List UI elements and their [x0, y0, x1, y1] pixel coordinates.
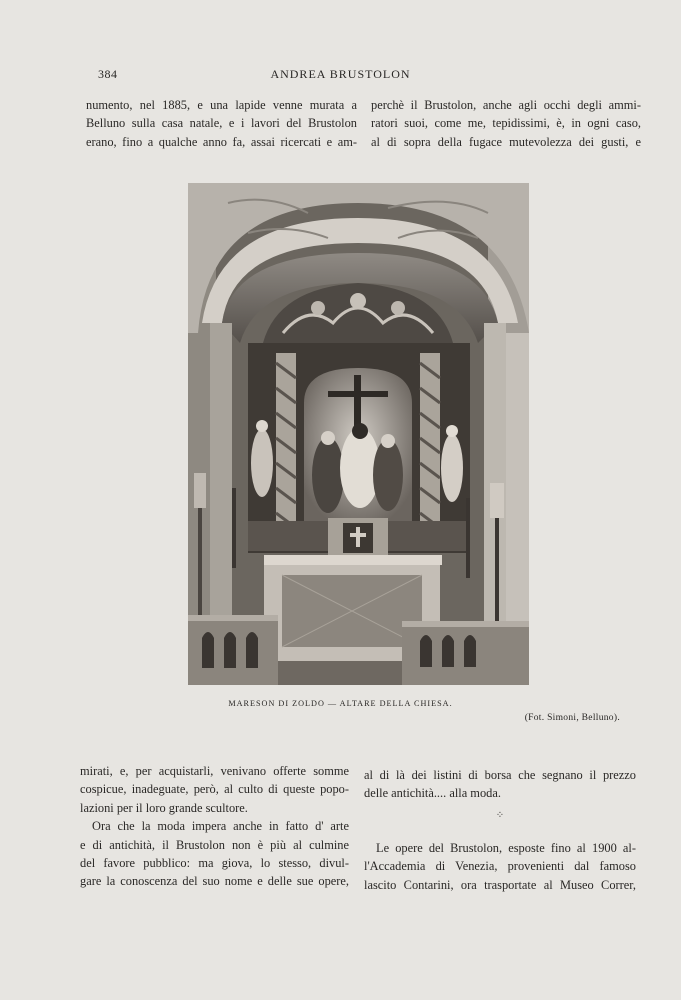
text-line: Le opere del Brustolon, esposte fino al 1900 al-	[376, 840, 636, 855]
running-title: ANDREA BRUSTOLON	[270, 67, 411, 81]
bottom-left-column	[80, 762, 349, 891]
text-line: l'Accademia di Venezia, provenienti dal famoso	[364, 859, 636, 874]
text-line: gare la conoscenza del suo nome e delle sue opere,	[80, 874, 349, 889]
text-line: numento, nel 1885, e una lapide venne murata a	[86, 98, 357, 112]
top-right-column	[371, 96, 641, 151]
text-line: ratori suoi, come me, tepidissimi, è, in ogni caso,	[371, 116, 641, 131]
text-line: e di antichità, il Brustolon non è più al culmine	[80, 837, 349, 852]
altar-photograph	[188, 183, 529, 685]
text-line: al di sopra della fugace mutevolezza dei gusti, e	[371, 134, 641, 149]
text-line: cospicue, inadeguate, però, al culto di queste popo-	[80, 782, 349, 797]
text-line: perchè il Brustolon, anche agli occhi degli ammi-	[371, 98, 641, 112]
text-line: erano, fino a qualche anno fa, assai ricercati e am-	[86, 134, 357, 149]
text-line: lascito Contarini, ora trasportate al Museo Correr,	[364, 877, 636, 892]
text-line: del favore pubblico: ma giova, lo stesso, divul-	[80, 856, 349, 871]
text-line: Belluno sulla casa natale, e i lavori del Brustolon	[86, 116, 357, 131]
text-line: mirati, e, per acquistarli, venivano offerte somme	[80, 764, 349, 778]
text-line: Ora che la moda impera anche in fatto d' arte	[92, 819, 349, 834]
text-line: lazioni per il loro grande scultore.	[80, 800, 248, 815]
photo-credit: (Fot. Simoni, Belluno).	[524, 713, 620, 723]
text-line: delle antichità.... alla moda.	[364, 786, 501, 801]
figure-caption: MARESON DI ZOLDO — ALTARE DELLA CHIESA.	[228, 699, 453, 708]
top-left-column	[86, 96, 357, 151]
bottom-right-column	[364, 766, 636, 894]
text-line: al di là dei listini di borsa che segnano il prezzo	[364, 768, 636, 782]
page-number: 384	[98, 67, 118, 81]
section-asterism: ⁘	[495, 810, 505, 821]
